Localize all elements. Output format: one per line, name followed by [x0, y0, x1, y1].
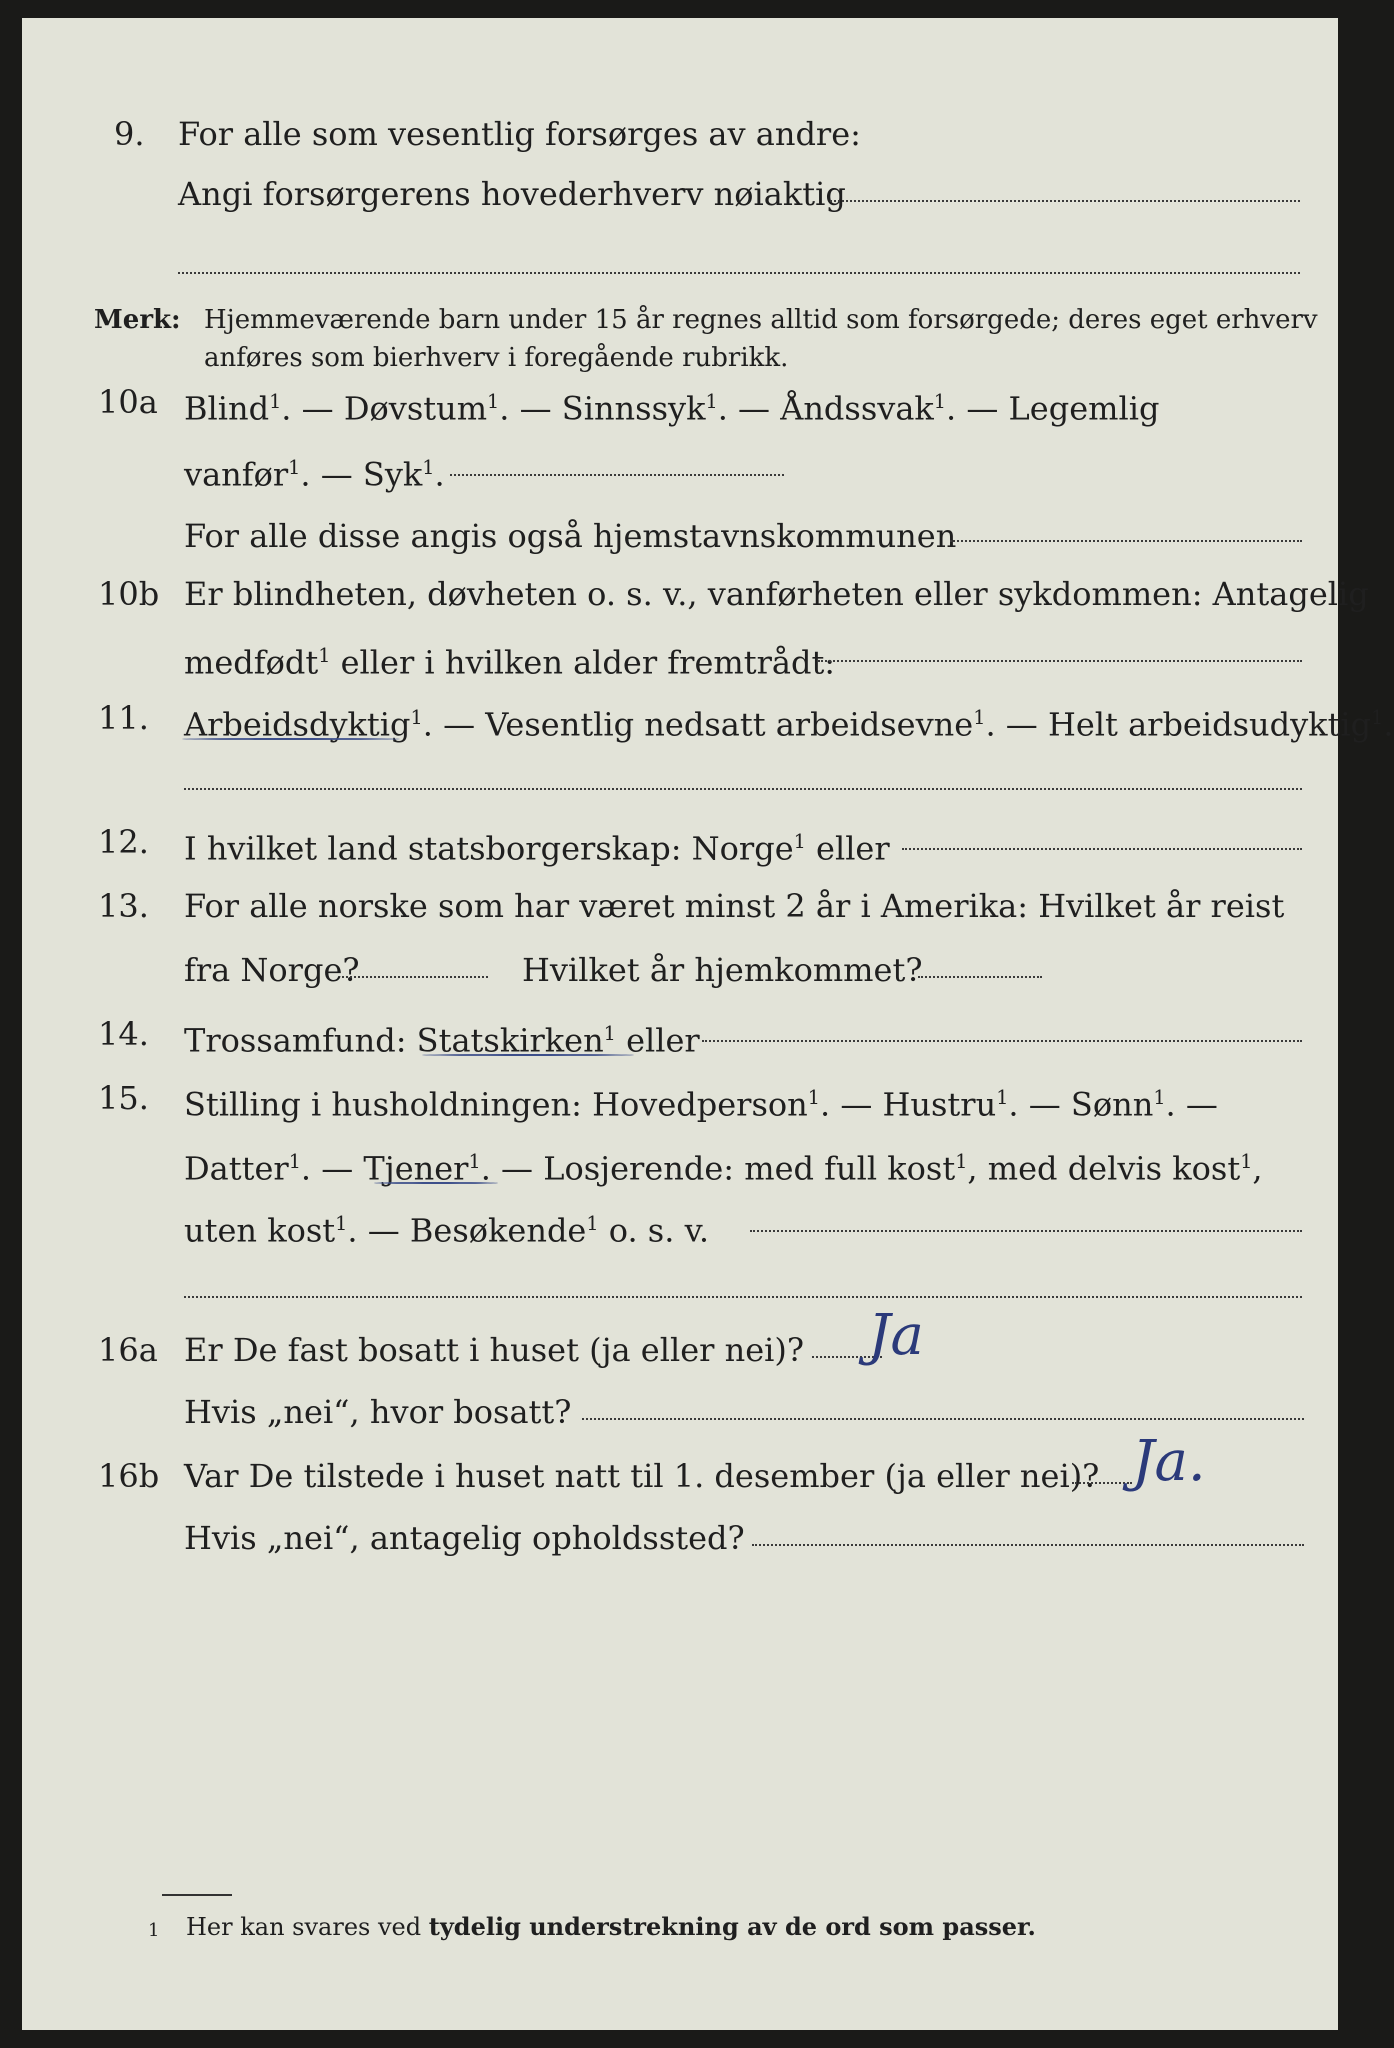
q13-reist-dotted-line: [342, 976, 488, 978]
q9-answer-dotted-line: [830, 200, 1300, 202]
q13-number: 13.: [98, 887, 149, 925]
merk-label: Merk:: [94, 305, 181, 335]
footnote-marker: 1: [318, 644, 331, 667]
q11-dotted-line: [184, 788, 1302, 790]
q13-hjemkommet-dotted-line: [918, 976, 1042, 978]
q16b-opholdssted-dotted-line: [752, 1544, 1304, 1546]
q9-line1: For alle som vesentlig forsørges av andre:: [178, 115, 861, 153]
q13-line2a: fra Norge?: [184, 951, 360, 989]
footnote-marker: 1: [1371, 706, 1384, 729]
footnote-marker: 1: [487, 390, 500, 413]
q10a-line1: Blind$^1$. — Døvstum$^1$. — Sinnssyk$^1$. — Åndssvak$^1$. — Legemlig: [184, 389, 1160, 428]
q14-handwritten-underline: [422, 1054, 634, 1056]
q16b-line1: Var De tilstede i huset natt til 1. desember (ja eller nei)?: [184, 1457, 1100, 1495]
q12-number: 12.: [98, 823, 149, 861]
footnote-text: [186, 1912, 1036, 1942]
q15-line3: uten kost$^1$. — Besøkende$^1$ o. s. v.: [184, 1211, 710, 1250]
q16b-number: 16b: [98, 1457, 160, 1495]
footnote-marker: 1: [973, 706, 986, 729]
q9-line2: Angi forsørgerens hovederhverv nøiaktig: [178, 175, 846, 213]
q9-number: 9.: [114, 115, 145, 153]
footnote-mark: 1: [148, 1920, 160, 1941]
q12-dotted-line: [902, 848, 1302, 850]
q15-dotted-line: [750, 1230, 1302, 1232]
footnote-marker: 1: [996, 1086, 1009, 1109]
q11-handwritten-underline: [182, 738, 400, 740]
q10b-line2: medfødt$^1$ eller i hvilken alder fremtrådt:: [184, 643, 836, 682]
q10a-number: 10a: [98, 383, 158, 421]
q16a-line2: Hvis „nei“, hvor bosatt?: [184, 1393, 572, 1431]
footnote-marker: 1: [288, 1150, 301, 1173]
q9-extra-dotted-line: [178, 272, 1300, 274]
footnote-marker: 1: [933, 390, 947, 413]
footnote-plain: Her kan svares ved: [186, 1913, 422, 1941]
q10a-kommune-dotted-line: [950, 540, 1302, 542]
footnote-marker: 1: [793, 830, 806, 853]
q13-line2b: Hvilket år hjemkommet?: [522, 951, 923, 989]
census-form-page: [22, 18, 1394, 2030]
merk-line2: anføres som bierhverv i foregående rubrikk.: [204, 343, 789, 373]
q13-line1: For alle norske som har været minst 2 år i Amerika: Hvilket år reist: [184, 887, 1285, 925]
q15-number: 15.: [98, 1079, 149, 1117]
q10a-line3: For alle disse angis også hjemstavnskommunen: [184, 517, 957, 555]
footnote-marker: 1: [1240, 1150, 1253, 1173]
footnote-marker: 1: [269, 390, 282, 413]
q10b-line1: Er blindheten, døvheten o. s. v., vanførheten eller sykdommen: Antagelig: [184, 575, 1369, 613]
footnote-marker: 1: [705, 390, 718, 413]
footnote-marker: 1: [1153, 1086, 1166, 1109]
q11-line1: Arbeidsdyktig$^1$. — Vesentlig nedsatt arbeidsevne$^1$. — Helt arbeidsudyktig$^1$.: [184, 705, 1394, 744]
footnote-marker: 1: [603, 1022, 616, 1045]
footnote-marker: 1: [410, 706, 423, 729]
footnote-rule: [162, 1894, 232, 1896]
footnote-marker: 1: [586, 1212, 599, 1235]
q10a-line2: vanfør$^1$. — Syk$^1$.: [184, 455, 445, 494]
q14-number: 14.: [98, 1015, 149, 1053]
q16b-answer-dotted-line: [1072, 1482, 1132, 1484]
footnote-marker: 1: [288, 456, 301, 479]
footnote-marker: 1: [335, 1212, 348, 1235]
footnote-marker: 1: [468, 1150, 481, 1173]
q10b-dotted-line: [818, 660, 1302, 662]
footnote-marker: 1: [422, 456, 435, 479]
q10a-syk-dotted-line: [450, 474, 784, 476]
q16b-handwritten-answer: Ja.: [1132, 1429, 1206, 1494]
q15-handwritten-underline: [374, 1182, 498, 1184]
q16a-bosatt-dotted-line: [582, 1418, 1304, 1420]
q10b-number: 10b: [98, 575, 160, 613]
q15-line1: Stilling i husholdningen: Hovedperson$^1$. — Hustru$^1$. — Sønn$^1$. —: [184, 1085, 1218, 1124]
q12-line1: I hvilket land statsborgerskap: Norge$^1$ eller: [184, 829, 890, 868]
q11-number: 11.: [98, 699, 149, 737]
q16a-line1: Er De fast bosatt i huset (ja eller nei)?: [184, 1331, 805, 1369]
q16a-number: 16a: [98, 1331, 158, 1369]
q16b-line2: Hvis „nei“, antagelig opholdssted?: [184, 1519, 745, 1557]
merk-line1: Hjemmeværende barn under 15 år regnes alltid som forsørgede; deres eget erhverv: [204, 305, 1318, 335]
footnote-marker: 1: [955, 1150, 968, 1173]
q16a-handwritten-answer: Ja: [868, 1303, 924, 1368]
footnote-bold: tydelig understrekning av de ord som passer.: [428, 1912, 1036, 1941]
q15-extra-dotted-line: [184, 1296, 1302, 1298]
q14-line1: Trossamfund: Statskirken$^1$ eller: [184, 1021, 700, 1060]
q15-line2: Datter$^1$. — Tjener$^1$. — Losjerende: med full kost$^1$, med delvis kost$^1$,: [184, 1149, 1263, 1188]
q14-dotted-line: [702, 1040, 1302, 1042]
footnote-marker: 1: [807, 1086, 820, 1109]
